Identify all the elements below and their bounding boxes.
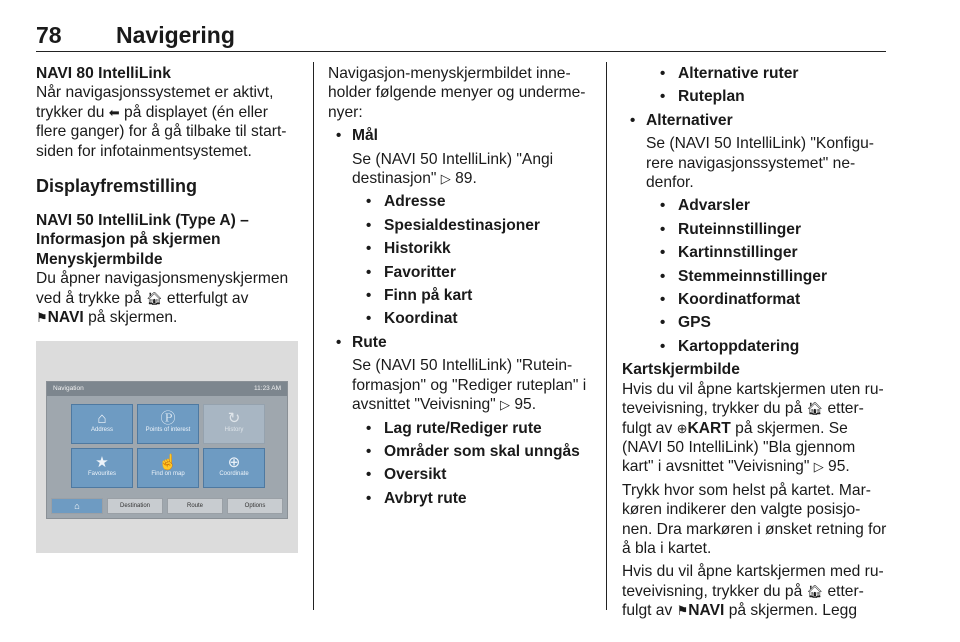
poi-icon: Ⓟ [160, 410, 176, 428]
column-left [36, 64, 298, 553]
page-ref-icon: ▷ [813, 459, 824, 475]
page-ref-icon: ▷ [440, 171, 451, 187]
navbar-route: Route [167, 498, 223, 514]
mal-description: Se (NAVI 50 IntelliLink) "Angi destinasjon" ▷ 89. [352, 150, 554, 188]
back-arrow-icon: ⬅ [108, 104, 120, 120]
tile-points-of-interest: Ⓟ Points of interest [137, 404, 199, 444]
map-paragraph-3: Hvis du vil åpne kartskjermen med ru-teveivisning, trykker du på 🏠︎ etter-fulgt av ⚑NAVI på skjermen. Legg [622, 563, 884, 620]
tile-coordinate: ⊕ Coordinate [203, 448, 265, 488]
list-item: • Spesialdestinasjoner [328, 216, 590, 235]
map-paragraph-1: Hvis du vil åpne kartskjermen uten ru-teveivisning, trykker du på 🏠︎ etter-fulgt av ⊕KART på skjermen. Se (NAVI 50 IntelliLink) "Bla gjennom kart" i avsnittet "Veivisning" ▷ 95. [622, 380, 884, 476]
intro-text: Navigasjon-menyskjermbildet inne-holder følgende menyer og underme-nyer: [328, 65, 586, 121]
list-item: • Adresse [328, 192, 590, 211]
flag-icon: ⚑ [36, 310, 48, 326]
column-divider [313, 62, 314, 610]
column-divider [606, 62, 607, 610]
screen-navbar [51, 498, 283, 514]
list-item: • Ruteinnstillinger [622, 220, 888, 239]
home-icon: ⌂ [51, 498, 103, 514]
list-item: • Lag rute/Rediger rute [328, 419, 590, 438]
list-item: • Finn på kart [328, 286, 590, 305]
home-icon: 🏠︎ [806, 583, 824, 599]
list-item: • Ruteplan [622, 87, 888, 106]
page-header [36, 22, 886, 52]
menu-rute: • Rute [328, 333, 590, 352]
page-number: 78 [36, 22, 62, 48]
list-item: • Favoritter [328, 263, 590, 282]
column-right [622, 64, 888, 621]
list-item: • Historikk [328, 239, 590, 258]
hand-pointer-icon: ☝ [158, 454, 178, 472]
navigation-screen [46, 381, 288, 519]
list-item: • Avbryt rute [328, 489, 590, 508]
star-icon: ★ [95, 454, 109, 472]
navi80-heading: NAVI 80 IntelliLink [36, 65, 171, 82]
screen-title: Navigation [53, 385, 84, 393]
navigation-screen-figure [36, 341, 298, 553]
map-heading: Kartskjermbilde [622, 361, 740, 379]
map-icon: ⊕ [676, 420, 688, 436]
menu-mal: • Mål [328, 126, 590, 145]
menu-text: Du åpner navigasjonsmenyskjermen ved å trykke på 🏠︎ etterfulgt av ⚑NAVI på skjermen. [36, 270, 289, 327]
home-icon: 🏠︎ [146, 290, 163, 306]
screen-status-bar [47, 382, 287, 396]
menu-heading: Menyskjermbilde [36, 250, 163, 268]
navbar-options: Options [227, 498, 283, 514]
list-item: • Områder som skal unngås [328, 442, 590, 461]
section-heading: Displayfremstilling [36, 176, 198, 197]
screen-time: 11:23 AM [254, 385, 281, 393]
map-paragraph-2: Trykk hvor som helst på kartet. Mar-køren indikerer den valgte posisjo-nen. Dra markøren i ønsket retning for å bla i kartet. [622, 481, 887, 557]
tile-favourites: ★ Favourites [71, 448, 133, 488]
tile-find-on-map: ☝ Find on map [137, 448, 199, 488]
list-item: • Koordinat [328, 309, 590, 328]
list-item: • Stemmeinnstillinger [622, 267, 888, 286]
house-icon: ⌂ [97, 410, 107, 428]
page-ref-icon: ▷ [500, 397, 511, 413]
navi80-text: Når navigasjonssystemet er aktivt, trykker du ⬅ på displayet (én eller flere ganger) for å gå tilbake til start-siden for infotainmentsystemet. [36, 84, 287, 160]
alternativer-description: Se (NAVI 50 IntelliLink) "Konfigu-rere navigasjonssystemet" ne-denfor. [646, 135, 874, 192]
list-item: • Kartinnstillinger [622, 243, 888, 262]
flag-icon: ⚑ [676, 603, 689, 619]
tile-address: ⌂ Address [71, 404, 133, 444]
sub-heading: NAVI 50 IntelliLink (Type A) – Informasjon på skjermen [36, 212, 249, 249]
list-item: • Oversikt [328, 465, 590, 484]
list-item: • Koordinatformat [622, 290, 888, 309]
home-icon: 🏠︎ [806, 401, 824, 417]
history-icon: ↻ [227, 410, 241, 428]
menu-alternativer: • Alternativer [622, 111, 888, 130]
page-title: Navigering [116, 22, 235, 48]
list-item: • Advarsler [622, 196, 888, 215]
column-middle [328, 64, 590, 508]
rute-description: Se (NAVI 50 IntelliLink) "Rutein-formasjon" og "Rediger ruteplan" i avsnittet "Veivisning" ▷ 95. [352, 357, 587, 414]
tile-history: ↻ History [203, 404, 265, 444]
navbar-destination: Destination [107, 498, 163, 514]
list-item: • Kartoppdatering [622, 337, 888, 356]
list-item: • Alternative ruter [622, 64, 888, 83]
list-item: • GPS [622, 313, 888, 332]
globe-icon: ⊕ [227, 454, 241, 472]
